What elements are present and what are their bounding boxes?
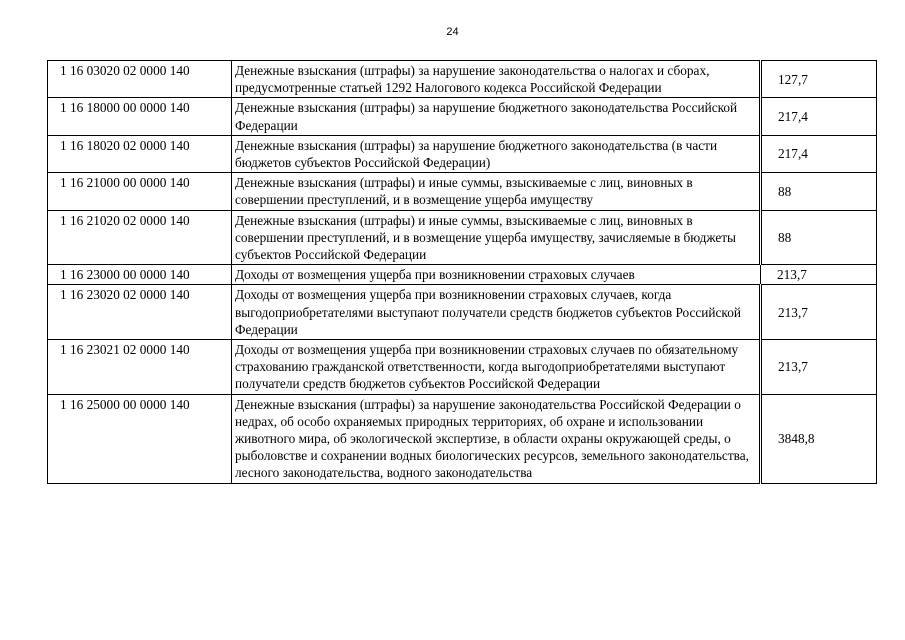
- revenue-amount: 213,7: [761, 340, 877, 395]
- revenue-table-body: [48, 61, 877, 484]
- revenue-description: Доходы от возмещения ущерба при возникновении страховых случаев, когда выгодоприобретателями выступают получатели средств бюджетов субъектов Российской Федерации: [232, 285, 761, 340]
- revenue-code: 1 16 23021 02 0000 140: [48, 340, 232, 395]
- table-row: [48, 285, 877, 340]
- table-row: [48, 210, 877, 265]
- revenue-amount: 3848,8: [761, 394, 877, 483]
- revenue-code: 1 16 21000 00 0000 140: [48, 173, 232, 210]
- revenue-description: Денежные взыскания (штрафы) за нарушение бюджетного законодательства Российской Федерации: [232, 98, 761, 135]
- revenue-code: 1 16 21020 02 0000 140: [48, 210, 232, 265]
- table-row: [48, 265, 877, 285]
- revenue-description: Денежные взыскания (штрафы) и иные суммы, взыскиваемые с лиц, виновных в совершении преступлений, и в возмещение ущерба имуществу, зачисляемые в бюджеты субъектов Российской Федерации: [232, 210, 761, 265]
- revenue-description: Денежные взыскания (штрафы) и иные суммы, взыскиваемые с лиц, виновных в совершении преступлений, и в возмещение ущерба имуществу: [232, 173, 761, 210]
- table-row: [48, 173, 877, 210]
- revenue-amount: 88: [761, 173, 877, 210]
- revenue-description: Денежные взыскания (штрафы) за нарушение бюджетного законодательства (в части бюджетов субъектов Российской Федерации): [232, 135, 761, 172]
- page-number: 24: [446, 26, 459, 38]
- revenue-code: 1 16 23020 02 0000 140: [48, 285, 232, 340]
- revenue-code: 1 16 18000 00 0000 140: [48, 98, 232, 135]
- revenue-amount: 127,7: [761, 61, 877, 98]
- revenue-description: Доходы от возмещения ущерба при возникновении страховых случаев по обязательному страхованию гражданской ответственности, когда выгодоприобретателями выступают получатели средств бюджетов субъектов Российской Федерации: [232, 340, 761, 395]
- table-row: [48, 394, 877, 483]
- revenue-code: 1 16 18020 02 0000 140: [48, 135, 232, 172]
- table-row: [48, 135, 877, 172]
- table-row: [48, 340, 877, 395]
- revenue-description: Доходы от возмещения ущерба при возникновении страховых случаев: [232, 265, 761, 285]
- revenue-amount: 217,4: [761, 98, 877, 135]
- revenue-description: Денежные взыскания (штрафы) за нарушение законодательства Российской Федерации о недрах, об особо охраняемых природных территориях, об охране и использовании животного мира, об экологической экспертизе, в области охраны окружающей среды, о рыболовстве и сохранении водных биологических ресурсов, земельного законодательства, лесного законодательства, водного законодательства: [232, 394, 761, 483]
- revenue-code: 1 16 23000 00 0000 140: [48, 265, 232, 285]
- revenue-table: [47, 60, 877, 484]
- revenue-amount: 217,4: [761, 135, 877, 172]
- revenue-amount: 213,7: [761, 285, 877, 340]
- revenue-amount: 88: [761, 210, 877, 265]
- revenue-code: 1 16 25000 00 0000 140: [48, 394, 232, 483]
- table-row: [48, 61, 877, 98]
- revenue-description: Денежные взыскания (штрафы) за нарушение законодательства о налогах и сборах, предусмотренные статьей 1292 Налогового кодекса Российской Федерации: [232, 61, 761, 98]
- table-row: [48, 98, 877, 135]
- revenue-code: 1 16 03020 02 0000 140: [48, 61, 232, 98]
- revenue-amount: 213,7: [761, 265, 877, 285]
